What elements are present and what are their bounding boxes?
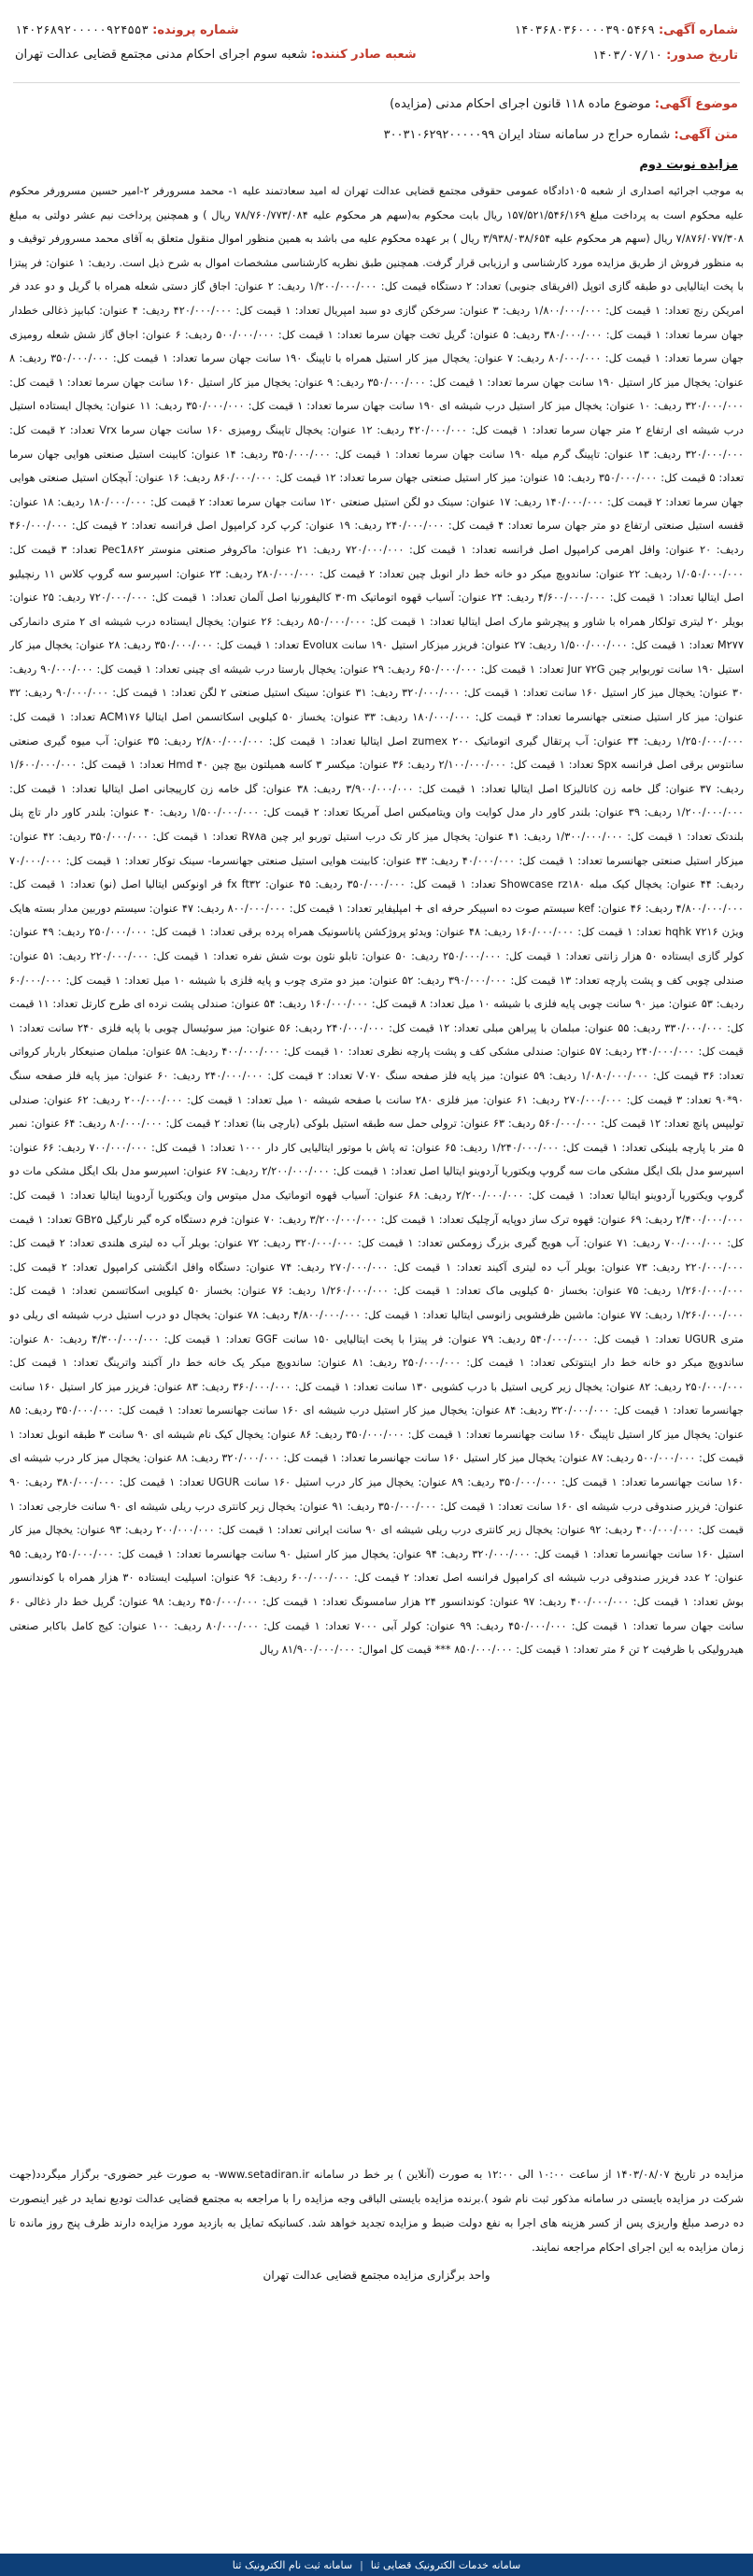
notice-label: متن آگهی: — [674, 128, 738, 142]
auction-body-text: به موجب اجرائیه اصداری از شعبه ۱۰۵دادگاه عمومی حقوقی مجتمع قضایی عدالت تهران له امید سعادتمند علیه ۱- محمد مسرورفر ۲-امیر حسین مسرورفر محکوم علیه محکوم است به پرداخت مبلغ ۱۵۷/۵۲۱/۵۴۶/۱۶۹ ریال بابت محکوم به(سهم هر محکوم علیه ۷۸/۷۶۰/۷۷۳/۰۸۴ ریال ) و همچنین پرداخت نیم عشر دولتی به مبلغ ۷/۸۷۶/۰۷۷/۳۰۸ ریال (سهم هر محکوم علیه ۳/۹۳۸/۰۳۸/۶۵۴ ریال ) بر عهده محکوم علیه می باشد به همین منظور اموال منقول متعلق به آقای محمد مسرورفر توقیف و به منظور فروش از طریق مزایده مورد کارشناسی و ارزیابی قرار گرفت. همچنین طبق نظریه کارشناسی مشخصات اموال به شرح ذیل است. ردیف: ۱ عنوان: فر پیتزا با پخت ایتالیایی دو طبقه گازی اتوپل (افریقای جنوبی) تعداد: ۲ دستگاه قیمت کل: ۱/۲۰۰/۰۰۰/۰۰۰ ردیف: ۲ عنوان: اجاق گاز دستی شعله همراه با گریل و دو عدد فر امریکن رنج تعداد: ۱ قیمت کل: ۱/۸۰۰/۰۰۰/۰۰۰ ردیف: ۳ عنوان: سرخکن گازی دو سبد امپریال تعداد: ۱ قیمت کل: ۴۲۰/۰۰۰/۰۰۰ ردیف: ۴ عنوان: کبابپز ذغالی خطدار جهان سرما تعداد: ۱ قیمت کل: ۳۸۰/۰۰۰/۰۰۰ ردیف: ۵ عنوان: گریل تخت جهان سرما تعداد: ۱ قیمت کل: ۵۰۰/۰۰۰/۰۰۰ ردیف: ۶ عنوان: اجاق گاز شش شعله رومیزی جهان سرما تعداد: ۱ قیمت کل: ۸۰/۰۰۰/۰۰۰ ردیف: ۷ عنوان: یخچال میز کار استیل همراه با تاپینگ ۱۹۰ سانت جهان سرما تعداد: ۱ قیمت کل: ۳۵۰/۰۰۰/۰۰۰ ردیف: ۸ عنوان: یخچال میز کار استیل ۱۹۰ سانت جهان سرما تعداد: ۱ قیمت کل: ۳۵۰/۰۰۰/۰۰۰ ردیف: ۹ عنوان: یخچال میز کار استیل ۱۶۰ سانت جهان سرما تعداد: ۱ قیمت کل: ۳۲۰/۰۰۰/۰۰۰ ردیف: ۱۰ عنوان: یخچال میز کار استیل درب شیشه ای ۱۹۰ سانت جهان سرما تعداد: ۱ قیمت کل: ۳۵۰/۰۰۰/۰۰۰ ردیف: ۱۱ عنوان: یخچال ایستاده استیل درب شیشه ای ارتفاع ۲ متر جهان سرما تعداد: ۱ قیمت کل: ۴۲۰/۰۰۰/۰۰۰ ردیف: ۱۲ عنوان: یخچال تاپینگ رومیزی ۱۶۰ سانت جهان سرما Vrx تعداد: ۲ قیمت کل: ۳۲۰/۰۰۰/۰۰۰ ردیف: ۱۳ عنوان: تاپینگ گرم میله ۱۹۰ سانت جهان سرما تعداد: ۱ قیمت کل: ۳۵۰/۰۰۰/۰۰۰ ردیف: ۱۴ عنوان: کابینت استیل صنعتی هوایی جهان سرما تعداد: ۵ قیمت کل: ۳۵۰/۰۰۰/۰۰۰ ردیف: ۱۵ عنوان: میز کار استیل صنعتی جهان سرما تعداد: ۱۲ قیمت کل: ۸۶۰/۰۰۰/۰۰۰ ردیف: ۱۶ عنوان: آبچکان استیل صنعتی هوایی جهان سرما تعداد: ۲ قیمت کل: ۱۴۰/۰۰۰/۰۰۰ ردیف: ۱۷ عنوان: سینک دو لگن استیل صنعتی ۱۲۰ سانت جهان سرما تعداد: ۲ قیمت کل: ۱۸۰/۰۰۰/۰۰۰ ردیف: ۱۸ عنوان: قفسه استیل صنعتی ارتفاع دو متر جهان سرما تعداد: ۴ قیمت کل: ۲۴۰/۰۰۰/۰۰۰ ردیف: ۱۹ عنوان: کرپ کرد کرامپول اصل فرانسه تعداد: ۲ قیمت کل: ۴۶۰/۰۰۰/۰۰۰ ردیف: ۲۰ عنوان: وافل اهرمی کرامپول اصل فرانسه تعداد: ۱ قیمت کل: ۷۲۰/۰۰۰/۰۰۰ ردیف: ۲۱ عنوان: ماکروفر صنعتی منوستر Pec1۸۶۲ تعداد: ۳ قیمت کل: ۱/۰۵۰/۰۰۰/۰۰۰ ردیف: ۲۲ عنوان: ساندویچ میکر دو خانه خط دار انوبل چین تعداد: ۲ قیمت کل: ۲۸۰/۰۰۰/۰۰۰ ردیف: ۲۳ عنوان: اسپرسو سه گروپ کلاس ۱۱ رنچیلیو اصل ایتالیا تعداد: ۱ قیمت کل: ۴/۶۰۰/۰۰۰/۰۰۰ ردیف: ۲۴ عنوان: آسیاب قهوه اتوماتیک ۳۰m کالیفورنیا اصل آلمان تعداد: ۱ قیمت کل: ۷۲۰/۰۰۰/۰۰۰ ردیف: ۲۵ عنوان: بویلر ۲۰ لیتری تولکار همراه با شاور و پیچرشو مارک اصل ایتالیا تعداد: ۱ قیمت کل: ۸۵۰/۰۰۰/۰۰۰ ردیف: ۲۶ عنوان: یخچال ایستاده درب شیشه ای ۲ متری دانمارکی M۲۷۷ تعداد: ۱ قیمت کل: ۱/۵۰۰/۰۰۰/۰۰۰ ردیف: ۲۷ عنوان: فریزر میزکار استیل ۱۹۰ سانت Evolux تعداد: ۱ قیمت کل: ۳۵۰/۰۰۰/۰۰۰ ردیف: ۲۸ عنوان: یخچال میز کار استیل ۱۹۰ سانت توربوایر چین Jur ۷۲G تعداد: ۱ قیمت کل: ۶۵۰/۰۰۰/۰۰۰ ردیف: ۲۹ عنوان: یخچال بارستا درب شیشه ای چینی تعداد: ۱ قیمت کل: ۹۰/۰۰۰/۰۰۰ ردیف: ۳۰ عنوان: یخچال میز کار استیل ۱۶۰ سانت تعداد: ۱ قیمت کل: ۳۲۰/۰۰۰/۰۰۰ ردیف: ۳۱ عنوان: سینک استیل صنعتی ۲ لگن تعداد: ۱ قیمت کل: ۹۰/۰۰۰/۰۰۰ ردیف: ۳۲ عنوان: میز کار استیل صنعتی جهانسرما تعداد: ۳ قیمت کل: ۱۸۰/۰۰۰/۰۰۰ ردیف: ۳۳ عنوان: یخساز ۵۰ کیلویی اسکاتسمن اصل ایتالیا ACM۱۷۶ تعداد: ۱ قیمت کل: ۱/۲۵۰/۰۰۰/۰۰۰ ردیف: ۳۴ عنوان: آب پرتقال گیری اتوماتیک ۲۰۰ zumex اصل ایتالیا تعداد: ۱ قیمت کل: ۲/۸۰۰/۰۰۰/۰۰۰ ردیف: ۳۵ عنوان: آب میوه گیری صنعتی سانتوس برقی اصل فرانسه Spx تعداد: ۱ قیمت کل: ۲/۱۰۰/۰۰۰/۰۰۰ ردیف: ۳۶ عنوان: میکسر ۳ کاسه همیلتون بیچ چین Hmd ۴۰ تعداد: ۱ قیمت کل: ۱/۶۰۰/۰۰۰/۰۰۰ ردیف: ۳۷ عنوان: گل خامه زن کاتالیزکا اصل ایتالیا تعداد: ۱ قیمت کل: ۳/۹۰۰/۰۰۰/۰۰۰ ردیف: ۳۸ عنوان: گل خامه زن کارپیجانی اصل ایتالیا تعداد: ۱ قیمت کل: ۱/۲۰۰/۰۰۰/۰۰۰ ردیف: ۳۹ عنوان: بلندر کاور دار مدل کوایت وان ویتامیکس اصل آمریکا تعداد: ۲ قیمت کل: ۱/۵۰۰/۰۰۰/۰۰۰ ردیف: ۴۰ عنوان: بلندر کاور دار تاچ پنل بلندتک تعداد: ۱ قیمت کل: ۱/۳۰۰/۰۰۰/۰۰۰ ردیف: ۴۱ عنوان: یخچال میز کار تک درب استیل توربو ایر چین R۷۸a تعداد: ۱ قیمت کل: ۳۵۰/۰۰۰/۰۰۰ ردیف: ۴۲ عنوان: میزکار استیل صنعتی جهانسرما تعداد: ۱ قیمت کل: ۴۰/۰۰۰/۰۰۰ ردیف: ۴۳ عنوان: کابینت هوایی استیل صنعتی جهانسرما- سینک توکار تعداد: ۱ قیمت کل: ۷۰/۰۰۰/۰۰۰ ردیف: ۴۴ عنوان: یخچال کیک مبله Showcase rz۱۸۰ تعداد: ۱ قیمت کل: ۳۵۰/۰۰۰/۰۰۰ ردیف: ۴۵ عنوان: fx ft۳۲ فر اونوکس ایتالیا اصل (نو) تعداد: ۱ قیمت کل: ۴/۸۰۰/۰۰۰/۰۰۰ ردیف: ۴۶ عنوان: kef سیستم صوت ده اسپیکر حرفه ای + امپلیفایر تعداد: ۱ قیمت کل: ۸۰۰/۰۰۰/۰۰۰ ردیف: ۴۷ عنوان: سیستم دوربین مدار بسته هایک ویژن ۷۲۱۶ hqhk تعداد: ۱ قیمت کل: ۱۶۰/۰۰۰/۰۰۰ ردیف: ۴۸ عنوان: ویدئو پروژکشن پاناسونیک همراه پرده برقی تعداد: ۱ قیمت کل: ۲۵۰/۰۰۰/۰۰۰ ردیف: ۴۹ عنوان: کولر گازی ایستاده ۵۰ هزار زانتی تعداد: ۱ قیمت کل: ۲۵۰/۰۰۰/۰۰۰ ردیف: ۵۰ عنوان: تابلو نئون بوت شش نفره تعداد: ۱ قیمت کل: ۲۲۰/۰۰۰/۰۰۰ ردیف: ۵۱ عنوان: صندلی چوبی کف و پشت پارچه تعداد: ۱۳ قیمت کل: ۳۹۰/۰۰۰/۰۰۰ ردیف: ۵۲ عنوان: میز دو متری چوب و پایه فلزی با شیشه ۱۰ میل تعداد: ۱ قیمت کل: ۶۰/۰۰۰/۰۰۰ ردیف: ۵۳ عنوان: میز ۹۰ سانت چوبی پایه فلزی با شیشه ۱۰ میل تعداد: ۸ قیمت کل: ۱۶۰/۰۰۰/۰۰۰ ردیف: ۵۴ عنوان: صندلی پشت نرده ای طرح کارتل تعداد: ۱۱ قیمت کل: ۳۳۰/۰۰۰/۰۰۰ ردیف: ۵۵ عنوان: مبلمان با پیراهن مبلی تعداد: ۱۲ قیمت کل: ۲۴۰/۰۰۰/۰۰۰ ردیف: ۵۶ عنوان: میز سوئیسال چوبی با پایه فلزی ۲۴۰ سانت تعداد: ۱ قیمت کل: ۲۴۰/۰۰۰/۰۰۰ ردیف: ۵۷ عنوان: صندلی مشکی کف و پشت پارچه نظری تعداد: ۱۰ قیمت کل: ۴۰۰/۰۰۰/۰۰۰ ردیف: ۵۸ عنوان: مبلمان صنیعکار باربار کرواتی تعداد: ۳۶ قیمت کل: ۱/۰۸۰/۰۰۰/۰۰۰ ردیف: ۵۹ عنوان: میز پایه فلز صفحه سنگ V۰۷۰ تعداد: ۲ قیمت کل: ۲۴۰/۰۰۰/۰۰۰ ردیف: ۶۰ عنوان: میز پایه فلز صفحه سنگ ۹۰*۹۰ تعداد: ۳ قیمت کل: ۲۷۰/۰۰۰/۰۰۰ ردیف: ۶۱ عنوان: میز فلزی ۲۸۰ سانت با صفحه شیشه ۱۰ میل تعداد: ۱ قیمت کل: ۲۰۰/۰۰۰/۰۰۰ ردیف: ۶۲ عنوان: صندلی تولیپس پانچ تعداد: ۱۲ قیمت کل: ۵۶۰/۰۰۰/۰۰۰ ردیف: ۶۳ عنوان: ترولی حمل سه طبقه استیل بلوکی (بارچی بنا) تعداد: ۲ قیمت کل: ۸۰/۰۰۰/۰۰۰ ردیف: ۶۴ عنوان: نمبر ۵ متر با پارچه بلینکی تعداد: ۱ قیمت کل: ۱/۲۴۰/۰۰۰/۰۰۰ ردیف: ۶۵ عنوان: ته پاش با موتور ایتالیایی کار دار ۱۰۰۰ تعداد: ۱ قیمت کل: ۷۰۰/۰۰۰/۰۰۰ ردیف: ۶۶ عنوان: اسپرسو مدل بلک ایگل مشکی مات سه گروپ ویکتوریا آردوینو ایتالیا اصل تعداد: ۱ قیمت کل: ۲/۲۰۰/۰۰۰/۰۰۰ ردیف: ۶۷ عنوان: اسپرسو مدل بلک ایگل مشکی مات دو گروپ ویکتوریا آردوینو ایتالیا تعداد: ۱ قیمت کل: ۲/۲۰۰/۰۰۰/۰۰۰ ردیف: ۶۸ عنوان: آسیاب قهوه اتوماتیک مدل میتوس وان ویکتوریا آردوینا ایتالیا تعداد: ۱ قیمت کل: ۲/۴۰۰/۰۰۰/۰۰۰ ردیف: ۶۹ عنوان: قهوه ترک ساز دوپایه آرچلیک تعداد: ۱ قیمت کل: ۳/۲۰۰/۰۰۰/۰۰۰ ردیف: ۷۰ عنوان: فرم دستگاه کره گیر نارگیل GB۲۵ تعداد: ۱ قیمت کل: ۷۰۰/۰۰۰/۰۰۰ ردیف: ۷۱ عنوان: آب هویج گیری بزرگ زومکس تعداد: ۱ قیمت کل: ۳۲۰/۰۰۰/۰۰۰ ردیف: ۷۲ عنوان: بویلر آب ده لیتری هلندی تعداد: ۲ قیمت کل: ۲۲۰/۰۰۰/۰۰۰ ردیف: ۷۳ عنوان: بویلر آب ده لیتری آکیند تعداد: ۱ قیمت کل: ۲۷۰/۰۰۰/۰۰۰ ردیف: ۷۴ عنوان: دستگاه وافل انگشتی کرامپول تعداد: ۲ قیمت کل: ۱/۲۶۰/۰۰۰/۰۰۰ ردیف: ۷۵ عنوان: بخساز ۵۰ کیلویی ماک تعداد: ۱ قیمت کل: ۱/۲۶۰/۰۰۰/۰۰۰ ردیف: ۷۶ عنوان: بخساز ۵۰ کیلویی اسکاتسمن تعداد: ۱ قیمت کل: ۱/۲۶۰/۰۰۰/۰۰۰ ردیف: ۷۷ عنوان: ماشین ظرفشویی زانوسی ایتالیا تعداد: ۱ قیمت کل: ۴/۸۰۰/۰۰۰/۰۰۰ ردیف: ۷۸ عنوان: یخچال دو درب استیل درب شیشه ای ریلی دو متری UGUR تعداد: ۱ قیمت کل: ۵۴۰/۰۰۰/۰۰۰ ردیف: ۷۹ عنوان: فر پیتزا با پخت ایتالیایی ۱۵۰ سانت GGF تعداد: ۱ قیمت کل: ۴/۳۰۰/۰۰۰/۰۰۰ ردیف: ۸۰ عنوان: ساندویچ میکر دو خانه خط دار اینتوتکی تعداد: ۱ قیمت کل: ۲۵۰/۰۰۰/۰۰۰ ردیف: ۸۱ عنوان: ساندویچ میکر یک خانه خط دار آکبند واترینگ تعداد: ۱ قیمت کل: ۲۵۰/۰۰۰/۰۰۰ ردیف: ۸۲ عنوان: یخچال زیر کرپی استیل با درب کشویی ۱۳۰ سانت تعداد: ۱ قیمت کل: ۳۶۰/۰۰۰/۰۰۰ ردیف: ۸۳ عنوان: فریزر میز کار استیل ۱۶۰ سانت جهانسرما تعداد: ۱ قیمت کل: ۳۲۰/۰۰۰/۰۰۰ ردیف: ۸۴ عنوان: یخچال میز کار استیل درب شیشه ای ۱۶۰ سانت جهانسرما تعداد: ۱ قیمت کل: ۳۵۰/۰۰۰/۰۰۰ ردیف: ۸۵ عنوان: یخچال میز کار استیل تاپینگ ۱۶۰ سانت جهانسرما تعداد: ۱ قیمت کل: ۳۵۰/۰۰۰/۰۰۰ ردیف: ۸۶ عنوان: یخچال کیک نام شیشه ای ۹۰ سانت ۳ طبقه انوبل تعداد: ۱ قیمت کل: ۵۰۰/۰۰۰/۰۰۰ ردیف: ۸۷ عنوان: یخچال میز کار استیل ۱۶۰ سانت جهانسرما تعداد: ۱ قیمت کل: ۳۲۰/۰۰۰/۰۰۰ ردیف: ۸۸ عنوان: یخچال میز کار درب شیشه ای ۱۶۰ سانت جهانسرما تعداد: ۱ قیمت کل: ۳۵۰/۰۰۰/۰۰۰ ردیف: ۸۹ عنوان: یخچال میز کار درب استیل ۱۶۰ سانت UGUR تعداد: ۱ قیمت کل: ۳۸۰/۰۰۰/۰۰۰ ردیف: ۹۰ عنوان: فریزر صندوقی درب شیشه ای ۱۶۰ سانت تعداد: ۱ قیمت کل: ۳۵۰/۰۰۰/۰۰۰ ردیف: ۹۱ عنوان: یخچال زیر کانتری درب ریلی شیشه ای ۹۰ سانت خارجی تعداد: ۱ قیمت کل: ۴۰۰/۰۰۰/۰۰۰ ردیف: ۹۲ عنوان: یخچال زیر کانتری درب ریلی شیشه ای ۹۰ سانت ایرانی تعداد: ۱ قیمت کل: ۲۰۰/۰۰۰/۰۰۰ ردیف: ۹۳ عنوان: یخچال میز کار استیل ۱۶۰ سانت جهانسرما تعداد: ۱ قیمت کل: ۳۲۰/۰۰۰/۰۰۰ ردیف: ۹۴ عنوان: یخچال میز کار استیل ۹۰ سانت جهانسرما تعداد: ۱ قیمت کل: ۲۵۰/۰۰۰/۰۰۰ ردیف: ۹۵ عنوان: ۲ عدد فریزر صندوقی درب شیشه ای کرامپول فرانسه اصل تعداد: ۲ قیمت کل: ۶۰۰/۰۰۰/۰۰۰ ردیف: ۹۶ عنوان: اسپلیت ایستاده ۳۰ هزار همراه با کوندانسور بوش تعداد: ۱ قیمت کل: ۴۰۰/۰۰۰/۰۰۰ ردیف: ۹۷ عنوان: کوندانسور ۲۴ هزار سامسونگ تعداد: ۱ قیمت کل: ۴۵۰/۰۰۰/۰۰۰ ردیف: ۹۸ عنوان: گریل خط دار ذغالی ۶۰ سانت جهان سرما تعداد: ۱ قیمت کل: ۴۵۰/۰۰۰/۰۰۰ ردیف: ۹۹ عنوان: کولر آبی ۷۰۰۰ تعداد: ۱ قیمت کل: ۸۰/۰۰۰/۰۰۰ ردیف: ۱۰۰ عنوان: کیج کامل باکابر صنعتی هیدرولیکی با ظرفیت ۲ تن ۶ متر تعداد: ۱ قیمت کل: ۸۵۰/۰۰۰/۰۰۰ *** قیمت کل اموال: ۸۱/۹۰۰/۰۰۰/۰۰۰ ریال — [9, 184, 744, 1657]
issue-date-label: تاریخ صدور: — [666, 49, 738, 63]
issuing-branch-value: شعبه سوم اجرای احکام مدنی مجتمع قضایی عدالت تهران — [15, 48, 307, 62]
subject-line — [0, 94, 753, 114]
round-title: مزایده نوبت دوم — [639, 158, 738, 172]
issuing-branch — [15, 46, 417, 64]
case-number-label: شماره پرونده: — [152, 23, 239, 37]
notice-line — [0, 125, 753, 145]
header-row-1 — [0, 0, 753, 40]
ad-number-value: ۱۴۰۳۶۸۰۳۶۰۰۰۰۳۹۰۵۴۶۹ — [514, 22, 655, 36]
footer-link-sana-services[interactable]: سامانه خدمات الکترونیک قضایی ثنا — [370, 2558, 521, 2571]
issue-date-value: ۱۴۰۳/۰۷/۱۰ — [591, 48, 662, 62]
issue-date — [592, 46, 738, 65]
case-number-value: ۱۴۰۲۶۸۹۲۰۰۰۰۰۹۲۴۵۵۳ — [15, 22, 149, 36]
ad-number — [514, 21, 738, 40]
subject-label: موضوع آگهی: — [654, 97, 738, 111]
footer-link-sana-registration[interactable]: سامانه ثبت نام الکترونیک ثنا — [232, 2558, 353, 2571]
signature: واحد برگزاری مزایده مجتمع قضایی عدالت تهران — [263, 2269, 490, 2282]
ad-number-label: شماره آگهی: — [658, 23, 738, 37]
auction-closing-text: مزایده در تاریخ ۱۴۰۳/۰۸/۰۷ از ساعت ۱۰:۰۰ الی ۱۲:۰۰ به صورت (آنلاین ) بر خط در سامانه www.setadiran.ir- به صورت غیر حضوری- برگزار میگردد(جهت شرکت در مزایده بایستی در سامانه مذکور ثبت نام شود ).برنده مزایده بایستی الباقی وجه مزایده را با مراجعه به مجتمع قضایی عدالت تودیع نماید در غیر اینصورت ده درصد مبلغ واریزی پس از کسر هزینه های اجرا به نفع دولت ضبط و مزایده تجدید خواهد شد. کسانیکه تمایل به بازدید مورد مزایده دارند ظرف پنج روز مانده تا زمان مزایده به این اجرای احکام مراجعه نمایند. — [9, 2168, 745, 2254]
footer-separator: | — [360, 2558, 363, 2571]
header-divider — [13, 82, 740, 83]
case-number — [15, 21, 239, 40]
footer-bar — [0, 2554, 753, 2576]
header-row-2 — [0, 46, 753, 65]
notice-value: شماره حراج در سامانه ستاد ایران ۳۰۰۳۱۰۶۲۹۲۰۰۰۰۰۹۹ — [383, 128, 671, 142]
issuing-branch-label: شعبه صادر کننده: — [311, 48, 417, 62]
subject-value: موضوع ماده ۱۱۸ قانون اجرای احکام مدنی (مزایده) — [390, 97, 651, 111]
